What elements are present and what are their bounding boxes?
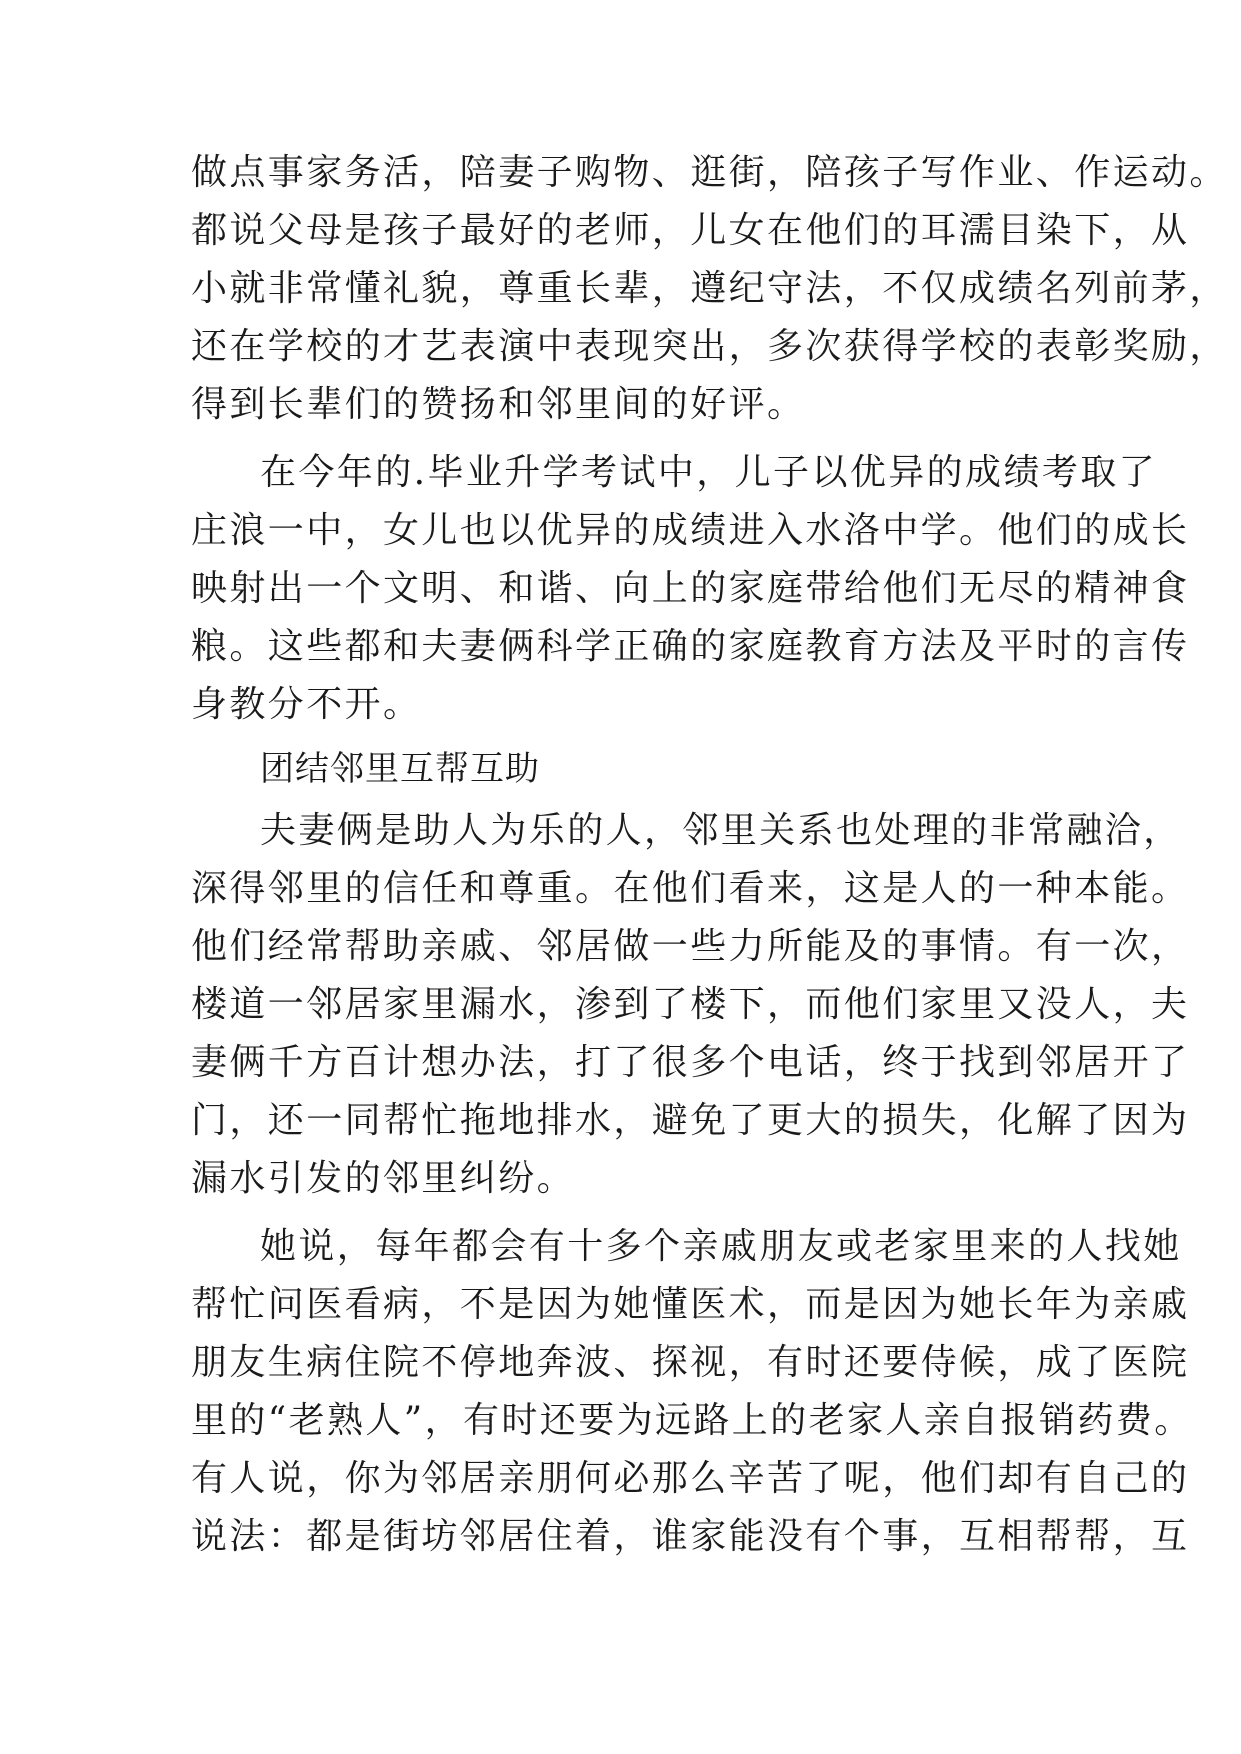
paragraph-3-line-2: 深得邻里的信任和尊重。在他们看来，这是人的一种本能。 xyxy=(191,868,1190,909)
paragraph-3-line-4: 楼道一邻居家里漏水，渗到了楼下，而他们家里又没人，夫 xyxy=(191,984,1190,1025)
paragraph-4-line-6: 说法：都是街坊邻居住着，谁家能没有个事，互相帮帮，互 xyxy=(191,1516,1190,1557)
paragraph-1-line-4: 还在学校的才艺表演中表现突出，多次获得学校的表彰奖励， xyxy=(191,326,1228,367)
paragraph-2-line-5: 身教分不开。 xyxy=(191,684,422,725)
paragraph-4-line-2: 帮忙问医看病，不是因为她懂医术，而是因为她长年为亲戚 xyxy=(191,1284,1190,1325)
paragraph-4-line-5: 有人说，你为邻居亲朋何必那么辛苦了呢，他们却有自己的 xyxy=(191,1458,1190,1499)
paragraph-3-line-7: 漏水引发的邻里纠纷。 xyxy=(191,1158,576,1199)
paragraph-3-line-3: 他们经常帮助亲戚、邻居做一些力所能及的事情。有一次， xyxy=(191,926,1190,967)
paragraph-4-line-3: 朋友生病住院不停地奔波、探视，有时还要侍候，成了医院 xyxy=(191,1342,1190,1383)
paragraph-3-line-6: 门，还一同帮忙拖地排水，避免了更大的损失，化解了因为 xyxy=(191,1100,1190,1141)
paragraph-2-line-1: 在今年的.毕业升学考试中，儿子以优异的成绩考取了 xyxy=(260,452,1158,493)
paragraph-4-line-4: 里的“老熟人”，有时还要为远路上的老家人亲自报销药费。 xyxy=(191,1400,1193,1441)
paragraph-2-line-4: 粮。这些都和夫妻俩科学正确的家庭教育方法及平时的言传 xyxy=(191,626,1190,667)
paragraph-2-line-3: 映射出一个文明、和谐、向上的家庭带给他们无尽的精神食 xyxy=(191,568,1190,609)
paragraph-3-line-5: 妻俩千方百计想办法，打了很多个电话，终于找到邻居开了 xyxy=(191,1042,1190,1083)
paragraph-2-line-2: 庄浪一中，女儿也以优异的成绩进入水洛中学。他们的成长 xyxy=(191,510,1190,551)
paragraph-3-line-1: 夫妻俩是助人为乐的人，邻里关系也处理的非常融洽， xyxy=(260,810,1182,851)
paragraph-4-line-1: 她说，每年都会有十多个亲戚朋友或老家里来的人找她 xyxy=(260,1226,1182,1267)
paragraph-1-line-2: 都说父母是孩子最好的老师，儿女在他们的耳濡目染下，从 xyxy=(191,210,1190,251)
section-heading: 团结邻里互帮互助 xyxy=(260,749,540,789)
paragraph-1-line-3: 小就非常懂礼貌，尊重长辈，遵纪守法，不仅成绩名列前茅， xyxy=(191,268,1228,309)
paragraph-1-line-1: 做点事家务活，陪妻子购物、逛街，陪孩子写作业、作运动。 xyxy=(191,152,1228,193)
paragraph-1-line-5: 得到长辈们的赞扬和邻里间的好评。 xyxy=(191,384,806,425)
